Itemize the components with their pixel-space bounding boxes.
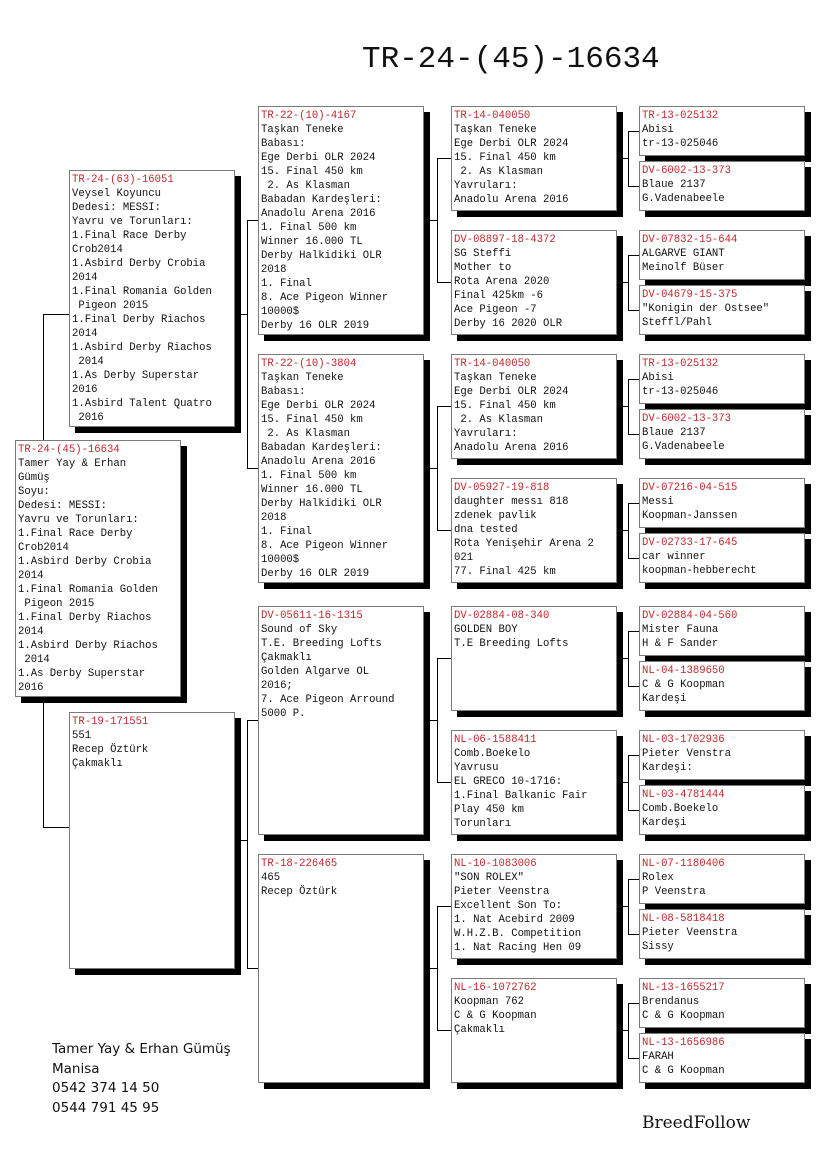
connector-line bbox=[628, 310, 639, 311]
ring-number: DV-6002-13-373 bbox=[642, 413, 732, 425]
pigeon-info-line: Ege Derbi OLR 2024 bbox=[454, 138, 569, 150]
great-grandparent-box[interactable] bbox=[451, 730, 617, 835]
pigeon-info-line: 1.Final Derby Riachos bbox=[18, 612, 152, 624]
pigeon-info-line: 15. Final 450 km bbox=[261, 166, 363, 178]
pigeon-info-line: 2016 bbox=[72, 412, 104, 424]
pigeon-info-line: 2014 bbox=[18, 626, 44, 638]
owner-phone-1: 0542 374 14 50 bbox=[52, 1080, 160, 1096]
pigeon-info-line: 2016 bbox=[72, 384, 98, 396]
pigeon-info-line: 77. Final 425 km bbox=[454, 566, 556, 578]
pigeon-info-line: Pieter Veenstra bbox=[454, 886, 550, 898]
pigeon-info-line: GOLDEN BOY bbox=[454, 624, 518, 636]
pigeon-info-line: Ege Derbi OLR 2024 bbox=[454, 386, 569, 398]
connector-line bbox=[437, 1030, 451, 1031]
pigeon-info-line: daughter messı 818 bbox=[454, 496, 569, 508]
pigeon-info-line: Excellent Son To: bbox=[454, 900, 563, 912]
pigeon-info-line: 2016 bbox=[18, 682, 44, 694]
pigeon-info-line: Torunları bbox=[454, 818, 512, 830]
pigeon-info-line: Steffl/Pahl bbox=[642, 317, 712, 329]
pigeon-info-line: Ace Pigeon -7 bbox=[454, 304, 537, 316]
pigeon-info-line: Dedesi: MESSI: bbox=[18, 500, 108, 512]
pigeon-info-line: Çakmaklı bbox=[261, 652, 312, 664]
owner-name: Tamer Yay & Erhan Gümüş bbox=[52, 1041, 231, 1057]
pigeon-info-line: Yavruları: bbox=[454, 428, 518, 440]
pigeon-info-line: Babası: bbox=[261, 386, 306, 398]
ring-number: TR-24-(63)-16051 bbox=[72, 174, 174, 186]
pigeon-info-line: Derby Halkidiki OLR bbox=[261, 250, 382, 262]
pigeon-info-line: 1.Final Balkanic Fair bbox=[454, 790, 588, 802]
ring-number: DV-02884-04-560 bbox=[642, 610, 738, 622]
pigeon-info-line: 021 bbox=[454, 552, 474, 564]
connector-line bbox=[616, 1030, 628, 1031]
connector-line bbox=[628, 131, 629, 186]
pigeon-info-line: Koopman 762 bbox=[454, 996, 524, 1008]
pigeon-info-line: C & G Koopman bbox=[454, 1010, 537, 1022]
great-great-grandparent-box[interactable] bbox=[639, 854, 805, 904]
ring-number: DV-02733-17-645 bbox=[642, 537, 738, 549]
pigeon-info-line: Golden Algarve OL bbox=[261, 666, 370, 678]
pigeon-info-line: Messi bbox=[642, 496, 674, 508]
owner-city: Manisa bbox=[52, 1060, 100, 1077]
connector-line bbox=[628, 1003, 629, 1058]
pigeon-info-line: 2014 bbox=[72, 272, 98, 284]
pigeon-info-line: tr-13-025046 bbox=[642, 138, 719, 150]
ring-number: TR-13-025132 bbox=[642, 110, 719, 122]
pigeon-info-line: 2018 bbox=[261, 264, 287, 276]
pigeon-info-line: "Konigin der Ostsee" bbox=[642, 303, 770, 315]
pigeon-info-line: Yavru ve Torunları: bbox=[18, 514, 139, 526]
owner-phone-2: 0544 791 45 95 bbox=[52, 1099, 160, 1116]
pigeon-info-line: Taşkan Teneke bbox=[261, 124, 344, 136]
pigeon-info-line: 1.Asbird Derby Crobia bbox=[18, 556, 152, 568]
connector-line bbox=[628, 755, 639, 756]
connector-line bbox=[628, 379, 639, 380]
ring-number: TR-14-040050 bbox=[454, 110, 531, 122]
pigeon-info-line: 2014 bbox=[72, 356, 104, 368]
ring-number: NL-04-1389650 bbox=[642, 665, 725, 677]
connector-line bbox=[616, 406, 628, 407]
connector-line bbox=[616, 658, 628, 659]
ring-number: NL-13-1655217 bbox=[642, 982, 725, 994]
great-great-grandparent-box[interactable] bbox=[639, 1033, 805, 1083]
connector-line bbox=[43, 314, 69, 315]
connector-line bbox=[234, 314, 247, 315]
great-great-grandparent-box[interactable] bbox=[639, 909, 805, 959]
pigeon-info-line: 465 bbox=[261, 872, 281, 884]
pigeon-info-line: 2014 bbox=[72, 328, 98, 340]
pigeon-info-line: Pigeon 2015 bbox=[18, 598, 95, 610]
pigeon-info-line: 1.Final Race Derby bbox=[18, 528, 133, 540]
great-great-grandparent-box[interactable] bbox=[639, 533, 805, 583]
great-great-grandparent-box[interactable] bbox=[639, 409, 805, 459]
connector-line bbox=[247, 220, 248, 468]
connector-line bbox=[616, 282, 628, 283]
pigeon-info-line: Derby 16 OLR 2019 bbox=[261, 320, 370, 332]
pigeon-info-line: T.E Breeding Lofts bbox=[454, 638, 569, 650]
pigeon-info-line: 10000$ bbox=[261, 306, 300, 318]
pigeon-info-line: C & G Koopman bbox=[642, 1010, 725, 1022]
pedigree-title: TR-24-(45)-16634 bbox=[362, 42, 660, 77]
ring-number: TR-14-040050 bbox=[454, 358, 531, 370]
brand-logo-text: BreedFollow bbox=[642, 1113, 751, 1133]
pigeon-info-line: Taşkan Teneke bbox=[454, 124, 537, 136]
pigeon-info-line: 15. Final 450 km bbox=[454, 152, 556, 164]
connector-line bbox=[628, 186, 639, 187]
pigeon-info-line: Crob2014 bbox=[18, 542, 69, 554]
connector-line bbox=[234, 840, 247, 841]
connector-line bbox=[437, 158, 451, 159]
pigeon-info-line: 15. Final 450 km bbox=[261, 414, 363, 426]
pigeon-info-line: Rolex bbox=[642, 872, 674, 884]
connector-line bbox=[247, 968, 258, 969]
connector-line bbox=[437, 530, 451, 531]
pigeon-info-line: Final 425km -6 bbox=[454, 290, 544, 302]
pigeon-info-line: Anadolu Arena 2016 bbox=[454, 194, 569, 206]
connector-line bbox=[43, 827, 69, 828]
pigeon-info-line: 1.Asbird Derby Riachos bbox=[18, 640, 158, 652]
connector-line bbox=[437, 658, 438, 782]
pigeon-info-line: Yavruları: bbox=[454, 180, 518, 192]
pigeon-info-line: 1.Final Race Derby bbox=[72, 230, 187, 242]
pigeon-info-line: C & G Koopman bbox=[642, 1065, 725, 1077]
pigeon-info-line: SG Steffi bbox=[454, 248, 512, 260]
pigeon-info-line: Yavru ve Torunları: bbox=[72, 216, 193, 228]
pigeon-info-line: 1.As Derby Superstar bbox=[72, 370, 200, 382]
great-grandparent-box[interactable] bbox=[451, 606, 617, 711]
pigeon-info-line: Brendanus bbox=[642, 996, 700, 1008]
pigeon-info-line: Sissy bbox=[642, 941, 674, 953]
grandparent-box[interactable] bbox=[258, 854, 424, 1083]
connector-line bbox=[247, 720, 248, 968]
connector-line bbox=[628, 503, 629, 558]
ring-number: NL-08-5818418 bbox=[642, 913, 725, 925]
pigeon-info-line: G.Vadenabeele bbox=[642, 441, 725, 453]
pigeon-info-line: Veysel Koyuncu bbox=[72, 188, 162, 200]
connector-line bbox=[628, 1058, 639, 1059]
pigeon-info-line: 2. As Klasman bbox=[261, 428, 351, 440]
pigeon-info-line: Pieter Veenstra bbox=[642, 927, 738, 939]
ring-number: NL-13-1656986 bbox=[642, 1037, 725, 1049]
pigeon-info-line: 10000$ bbox=[261, 554, 300, 566]
connector-line bbox=[437, 658, 451, 659]
pigeon-info-line: Yavrusu bbox=[454, 762, 499, 774]
connector-line bbox=[616, 906, 628, 907]
great-great-grandparent-box[interactable] bbox=[639, 978, 805, 1028]
pigeon-info-line: ALGARVE GIANT bbox=[642, 248, 725, 260]
connector-line bbox=[437, 158, 438, 282]
pigeon-info-line: Anadolu Arena 2016 bbox=[261, 208, 376, 220]
pigeon-info-line: 1.Asbird Derby Crobia bbox=[72, 258, 206, 270]
connector-line bbox=[628, 503, 639, 504]
great-great-grandparent-box[interactable] bbox=[639, 230, 805, 280]
ring-number: NL-03-4781444 bbox=[642, 789, 725, 801]
ring-number: DV-05611-16-1315 bbox=[261, 610, 363, 622]
connector-line bbox=[628, 686, 639, 687]
pigeon-info-line: Taşkan Teneke bbox=[454, 372, 537, 384]
pigeon-info-line: 1.Final Romania Golden bbox=[72, 286, 212, 298]
pigeon-info-line: 1. Final bbox=[261, 526, 312, 538]
great-grandparent-box[interactable] bbox=[451, 354, 617, 459]
ring-number: NL-06-1588411 bbox=[454, 734, 537, 746]
great-grandparent-box[interactable] bbox=[451, 478, 617, 583]
connector-line bbox=[437, 906, 451, 907]
great-great-grandparent-box[interactable] bbox=[639, 478, 805, 528]
pigeon-info-line: T.E. Breeding Lofts bbox=[261, 638, 382, 650]
pigeon-info-line: Meinolf Büser bbox=[642, 262, 725, 274]
pigeon-info-line: Kardeşi: bbox=[642, 762, 693, 774]
pigeon-info-line: car winner bbox=[642, 551, 706, 563]
great-great-grandparent-box[interactable] bbox=[639, 606, 805, 656]
pigeon-info-line: Dedesi: MESSI: bbox=[72, 202, 162, 214]
sire-box[interactable] bbox=[69, 170, 235, 427]
pigeon-info-line: P Veenstra bbox=[642, 886, 706, 898]
grandparent-box[interactable] bbox=[258, 106, 424, 335]
connector-line bbox=[628, 434, 639, 435]
pigeon-info-line: 2018 bbox=[261, 512, 287, 524]
pigeon-info-line: 551 bbox=[72, 730, 92, 742]
subject-box[interactable] bbox=[15, 440, 181, 697]
great-grandparent-box[interactable] bbox=[451, 978, 617, 1083]
pigeon-info-line: Kardeşi bbox=[642, 693, 687, 705]
pigeon-info-line: Derby 16 OLR 2019 bbox=[261, 568, 370, 580]
pigeon-info-line: Anadolu Arena 2016 bbox=[261, 456, 376, 468]
pigeon-info-line: 1.Asbird Talent Quatro bbox=[72, 398, 212, 410]
pigeon-info-line: 2016; bbox=[261, 680, 293, 692]
grandparent-box[interactable] bbox=[258, 606, 424, 835]
pigeon-info-line: Comb.Boekelo bbox=[454, 748, 531, 760]
ring-number: TR-24-(45)-16634 bbox=[18, 444, 120, 456]
pigeon-info-line: 1.Final Romania Golden bbox=[18, 584, 158, 596]
connector-line bbox=[628, 558, 639, 559]
pigeon-info-line: 2. As Klasman bbox=[261, 180, 351, 192]
ring-number: TR-18-226465 bbox=[261, 858, 338, 870]
pigeon-info-line: W.H.Z.B. Competition bbox=[454, 928, 582, 940]
pigeon-info-line: Kardeşi bbox=[642, 817, 687, 829]
pigeon-info-line: 1. Final 500 km bbox=[261, 222, 357, 234]
connector-line bbox=[437, 406, 438, 530]
pigeon-info-line: koopman-hebberecht bbox=[642, 565, 757, 577]
pigeon-info-line: 2014 bbox=[18, 654, 50, 666]
pigeon-info-line: Winner 16.000 TL bbox=[261, 484, 363, 496]
great-grandparent-box[interactable] bbox=[451, 106, 617, 211]
connector-line bbox=[437, 906, 438, 1030]
connector-line bbox=[628, 810, 639, 811]
grandparent-box[interactable] bbox=[258, 354, 424, 583]
connector-line bbox=[628, 879, 629, 934]
pigeon-info-line: Soyu: bbox=[18, 486, 50, 498]
connector-line bbox=[247, 220, 258, 221]
great-great-grandparent-box[interactable] bbox=[639, 730, 805, 780]
ring-number: NL-07-1180406 bbox=[642, 858, 725, 870]
pigeon-info-line: C & G Koopman bbox=[642, 679, 725, 691]
pigeon-info-line: Mother to bbox=[454, 262, 512, 274]
pigeon-info-line: Rota Yenişehir Arena 2 bbox=[454, 538, 594, 550]
pigeon-info-line: 1.Asbird Derby Riachos bbox=[72, 342, 212, 354]
pigeon-info-line: 7. Ace Pigeon Arround bbox=[261, 694, 395, 706]
pigeon-info-line: 1. Nat Acebird 2009 bbox=[454, 914, 575, 926]
connector-line bbox=[616, 158, 628, 159]
pigeon-info-line: Tamer Yay & Erhan bbox=[18, 458, 127, 470]
pigeon-info-line: Comb.Boekelo bbox=[642, 803, 719, 815]
pigeon-info-line: Derby Halkidiki OLR bbox=[261, 498, 382, 510]
pigeon-info-line: Mister Fauna bbox=[642, 624, 719, 636]
great-great-grandparent-box[interactable] bbox=[639, 785, 805, 835]
pigeon-info-line: zdenek pavlik bbox=[454, 510, 537, 522]
great-great-grandparent-box[interactable] bbox=[639, 285, 805, 335]
pigeon-info-line: 2. As Klasman bbox=[454, 414, 544, 426]
ring-number: DV-05927-19-818 bbox=[454, 482, 550, 494]
great-great-grandparent-box[interactable] bbox=[639, 354, 805, 404]
great-great-grandparent-box[interactable] bbox=[639, 661, 805, 711]
pigeon-info-line: Blaue 2137 bbox=[642, 427, 706, 439]
pigeon-info-line: Abisi bbox=[642, 372, 674, 384]
connector-line bbox=[628, 879, 639, 880]
pigeon-info-line: Çakmaklı bbox=[454, 1024, 505, 1036]
connector-line bbox=[423, 220, 437, 221]
pigeon-info-line: Pigeon 2015 bbox=[72, 300, 149, 312]
pigeon-info-line: Koopman-Janssen bbox=[642, 510, 738, 522]
great-grandparent-box[interactable] bbox=[451, 230, 617, 335]
pigeon-info-line: G.Vadenabeele bbox=[642, 193, 725, 205]
connector-line bbox=[423, 720, 437, 721]
connector-line bbox=[628, 131, 639, 132]
pigeon-info-line: Play 450 km bbox=[454, 804, 524, 816]
great-great-grandparent-box[interactable] bbox=[639, 106, 805, 156]
pigeon-info-line: Sound of Sky bbox=[261, 624, 338, 636]
pigeon-info-line: dna tested bbox=[454, 524, 518, 536]
ring-number: NL-16-1072762 bbox=[454, 982, 537, 994]
ring-number: DV-02884-08-340 bbox=[454, 610, 550, 622]
pigeon-info-line: 2. As Klasman bbox=[454, 166, 544, 178]
connector-line bbox=[423, 468, 437, 469]
connector-line bbox=[628, 631, 639, 632]
connector-line bbox=[437, 782, 451, 783]
pigeon-info-line: H & F Sander bbox=[642, 638, 719, 650]
connector-line bbox=[628, 255, 629, 310]
pigeon-info-line: Babadan Kardeşleri: bbox=[261, 194, 382, 206]
pigeon-info-line: Abisi bbox=[642, 124, 674, 136]
connector-line bbox=[628, 379, 629, 434]
pigeon-info-line: Recep Öztürk bbox=[261, 886, 338, 898]
ring-number: DV-6002-13-373 bbox=[642, 165, 732, 177]
pigeon-info-line: 8. Ace Pigeon Winner bbox=[261, 540, 389, 552]
connector-line bbox=[437, 406, 451, 407]
pigeon-info-line: Blaue 2137 bbox=[642, 179, 706, 191]
pigeon-info-line: Çakmaklı bbox=[72, 758, 123, 770]
pigeon-info-line: Taşkan Teneke bbox=[261, 372, 344, 384]
pigeon-info-line: Babası: bbox=[261, 138, 306, 150]
owner-contact bbox=[52, 1040, 231, 1118]
ring-number: DV-07832-15-644 bbox=[642, 234, 738, 246]
pigeon-info-line: FARAH bbox=[642, 1051, 674, 1063]
dam-box[interactable] bbox=[69, 712, 235, 969]
great-great-grandparent-box[interactable] bbox=[639, 161, 805, 211]
great-grandparent-box[interactable] bbox=[451, 854, 617, 959]
pigeon-info-line: Anadolu Arena 2016 bbox=[454, 442, 569, 454]
pigeon-info-line: Ege Derbi OLR 2024 bbox=[261, 400, 376, 412]
ring-number: TR-22-(10)-4167 bbox=[261, 110, 357, 122]
pigeon-info-line: 1. Final 500 km bbox=[261, 470, 357, 482]
connector-line bbox=[423, 968, 437, 969]
ring-number: NL-10-1083006 bbox=[454, 858, 537, 870]
pigeon-info-line: 15. Final 450 km bbox=[454, 400, 556, 412]
pigeon-info-line: Gümüş bbox=[18, 472, 50, 484]
ring-number: NL-03-1702936 bbox=[642, 734, 725, 746]
connector-line bbox=[616, 530, 628, 531]
pigeon-info-line: Ege Derbi OLR 2024 bbox=[261, 152, 376, 164]
pigeon-info-line: Crob2014 bbox=[72, 244, 123, 256]
connector-line bbox=[628, 255, 639, 256]
connector-line bbox=[628, 1003, 639, 1004]
pigeon-info-line: 5000 P. bbox=[261, 708, 306, 720]
pigeon-info-line: Pieter Venstra bbox=[642, 748, 732, 760]
pigeon-info-line: Winner 16.000 TL bbox=[261, 236, 363, 248]
ring-number: DV-07216-04-515 bbox=[642, 482, 738, 494]
pigeon-info-line: 1. Nat Racing Hen 09 bbox=[454, 942, 582, 954]
ring-number: TR-22-(10)-3804 bbox=[261, 358, 357, 370]
pigeon-info-line: Recep Öztürk bbox=[72, 744, 149, 756]
ring-number: TR-19-171551 bbox=[72, 716, 149, 728]
pigeon-info-line: 2014 bbox=[18, 570, 44, 582]
pigeon-info-line: Derby 16 2020 OLR bbox=[454, 318, 563, 330]
pigeon-info-line: 1.As Derby Superstar bbox=[18, 668, 146, 680]
pigeon-info-line: Babadan Kardeşleri: bbox=[261, 442, 382, 454]
connector-line bbox=[437, 282, 451, 283]
connector-line bbox=[247, 720, 258, 721]
ring-number: TR-13-025132 bbox=[642, 358, 719, 370]
pigeon-info-line: "SON ROLEX" bbox=[454, 872, 524, 884]
pigeon-info-line: 1. Final bbox=[261, 278, 312, 290]
connector-line bbox=[628, 755, 629, 810]
pigeon-info-line: EL GRECO 10-1716: bbox=[454, 776, 563, 788]
connector-line bbox=[616, 782, 628, 783]
pigeon-info-line: tr-13-025046 bbox=[642, 386, 719, 398]
connector-line bbox=[628, 631, 629, 686]
pigeon-info-line: 8. Ace Pigeon Winner bbox=[261, 292, 389, 304]
connector-line bbox=[247, 468, 258, 469]
pigeon-info-line: Rota Arena 2020 bbox=[454, 276, 550, 288]
ring-number: DV-08897-18-4372 bbox=[454, 234, 556, 246]
ring-number: DV-04679-15-375 bbox=[642, 289, 738, 301]
connector-line bbox=[628, 934, 639, 935]
pigeon-info-line: 1.Final Derby Riachos bbox=[72, 314, 206, 326]
